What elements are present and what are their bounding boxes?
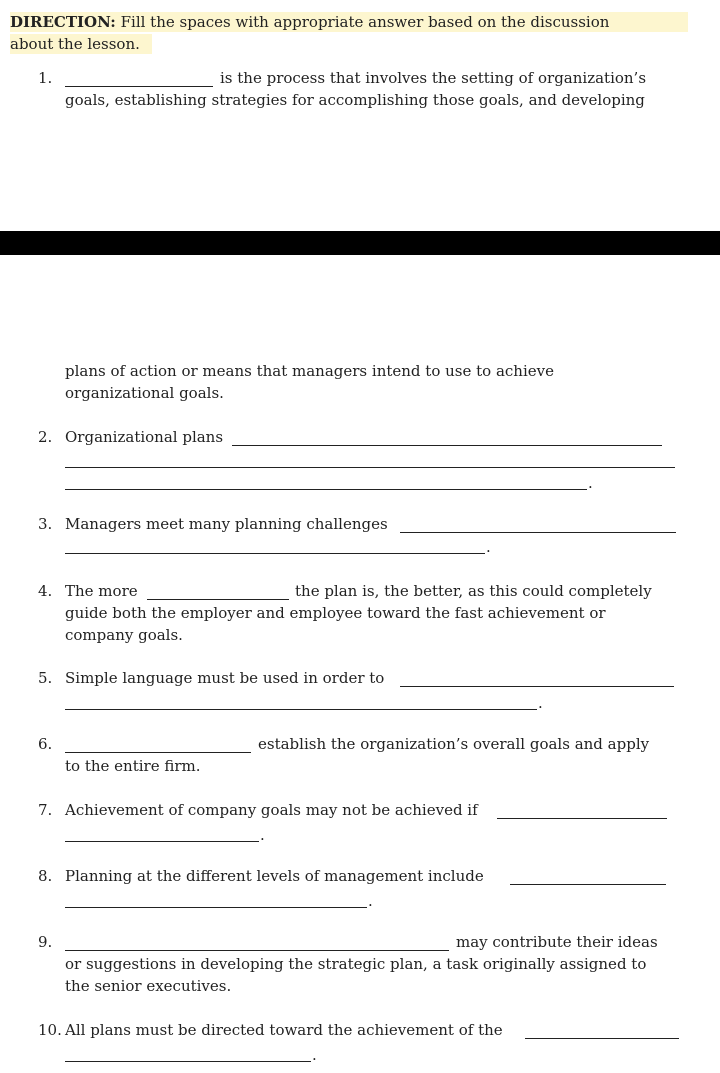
item-3-blank-2[interactable] — [65, 541, 485, 554]
item-5-blank-1[interactable] — [400, 674, 674, 687]
item-1-number: 1. — [38, 69, 53, 87]
item-1-text-3: plans of action or means that managers intend to use to achieve — [65, 362, 554, 380]
item-3-number: 3. — [38, 515, 53, 533]
item-4-pre: The more — [65, 582, 138, 600]
item-2-blank-1[interactable] — [232, 433, 662, 446]
item-2-blank-3[interactable] — [65, 477, 587, 490]
direction-line-2: about the lesson. — [10, 34, 152, 54]
direction-label: DIRECTION: — [10, 13, 116, 31]
item-4-text-1: the plan is, the better, as this could completely — [295, 582, 652, 600]
item-2-text: Organizational plans — [65, 428, 224, 446]
item-1-text-1: is the process that involves the setting of organization’s — [220, 69, 647, 87]
item-9-text-1: may contribute their ideas — [456, 933, 658, 951]
item-4-number: 4. — [38, 582, 53, 600]
item-8-number: 8. — [38, 867, 53, 885]
item-10-number: 10. — [38, 1021, 62, 1039]
item-10-blank-2[interactable] — [65, 1049, 311, 1062]
item-5-text: Simple language must be used in order to — [65, 669, 385, 687]
item-3-blank-1[interactable] — [400, 520, 676, 533]
item-9-blank[interactable] — [65, 938, 449, 951]
item-5-period: . — [538, 694, 543, 712]
item-5-blank-2[interactable] — [65, 697, 537, 710]
item-4-text-3: company goals. — [65, 626, 183, 644]
item-4-blank[interactable] — [147, 587, 289, 600]
item-1-text-2: goals, establishing strategies for accomplishing those goals, and developing — [65, 91, 645, 109]
item-8-blank-2[interactable] — [65, 895, 367, 908]
direction-text: Fill the spaces with appropriate answer based on the discussion — [120, 13, 610, 31]
item-5-number: 5. — [38, 669, 53, 687]
item-7-period: . — [260, 826, 265, 844]
item-4-text-2: guide both the employer and employee toward the fast achievement or — [65, 604, 606, 622]
item-6-text-1: establish the organization’s overall goals and apply — [258, 735, 650, 753]
item-8-text: Planning at the different levels of management include — [65, 867, 484, 885]
item-1-text-4: organizational goals. — [65, 384, 224, 402]
item-7-blank-2[interactable] — [65, 829, 259, 842]
item-6-number: 6. — [38, 735, 53, 753]
item-7-number: 7. — [38, 801, 53, 819]
item-10-text: All plans must be directed toward the achievement of the — [65, 1021, 503, 1039]
item-7-text: Achievement of company goals may not be achieved if — [65, 801, 478, 819]
item-1-blank[interactable] — [65, 74, 213, 87]
item-2-blank-2[interactable] — [65, 455, 675, 468]
direction-line-1 — [10, 12, 688, 32]
item-6-text-2: to the entire firm. — [65, 757, 201, 775]
item-7-blank-1[interactable] — [497, 806, 667, 819]
item-3-text: Managers meet many planning challenges — [65, 515, 388, 533]
item-2-period: . — [588, 474, 593, 492]
item-9-number: 9. — [38, 933, 53, 951]
item-10-blank-1[interactable] — [525, 1026, 679, 1039]
item-8-period: . — [368, 892, 373, 910]
item-10-period: . — [312, 1046, 317, 1064]
item-9-text-2: or suggestions in developing the strategic plan, a task originally assigned to — [65, 955, 647, 973]
item-6-blank[interactable] — [65, 740, 251, 753]
item-2-number: 2. — [38, 428, 53, 446]
item-3-period: . — [486, 538, 491, 556]
item-9-text-3: the senior executives. — [65, 977, 232, 995]
item-8-blank-1[interactable] — [510, 872, 666, 885]
redaction-bar — [0, 231, 720, 255]
